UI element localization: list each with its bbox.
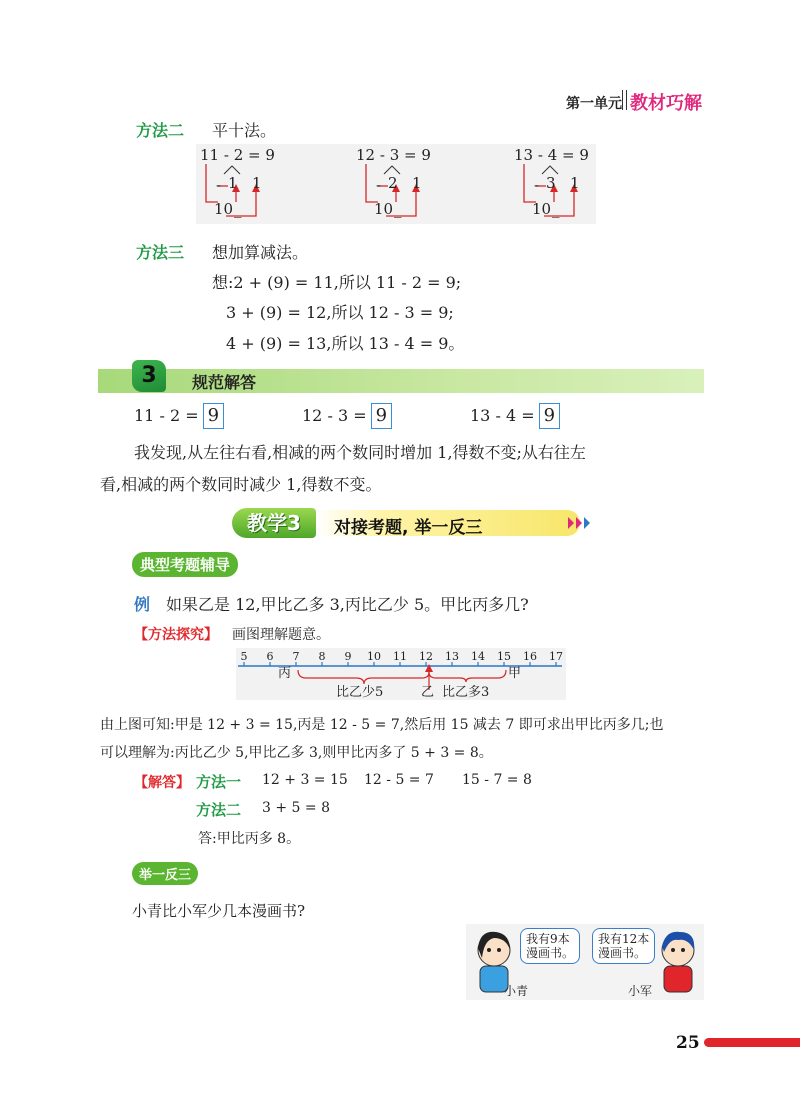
speech-bubble-right [592,928,655,964]
solution-label: 【解答】 [134,775,190,791]
answer-box: 9 [539,403,560,429]
page-number-bar [704,1038,800,1047]
number-line-tick-label: 15 [497,650,511,663]
bubble-line: 漫画书。 [598,946,647,960]
explanation-line: 可以理解为:丙比乙少 5,甲比乙多 3,则甲比丙多了 5 + 3 = 8。 [100,745,493,761]
typical-problem-pill [132,552,238,577]
finding-paragraph-line: 我发现,从左往右看,相减的两个数同时增加 1,得数不变;从右往左 [134,443,586,462]
decomposition-diagram [510,144,640,224]
banner-arrows-icon [568,514,598,532]
method3-line: 想:2 + (9) = 11,所以 11 - 2 = 9; [212,273,462,292]
diagram-ten: 10 [214,200,234,218]
label-bing: 丙 [278,666,292,681]
header-title: 教材巧解 [630,93,702,114]
number-line-tick-label: 9 [344,650,352,663]
diagram-minus: - [534,176,540,194]
diagram-ten: 10 [374,200,394,218]
method-explore-label: 【方法探究】 [134,627,218,643]
number-line-tick-label: 13 [445,650,459,663]
diagram-equation: 13 - 4 = 9 [514,146,589,164]
answer-box: 9 [371,403,392,429]
section-number-badge: 3 [132,360,166,392]
diagram-equation: 12 - 3 = 9 [356,146,431,164]
section-title: 规范解答 [192,373,257,392]
number-line-tick-label: 8 [318,650,326,663]
diagram-split-a: 1 [228,174,238,192]
brace-label-more: 比乙多3 [442,685,490,700]
diagram-split-a: 3 [546,174,556,192]
diagram-ten: 10 [532,200,552,218]
method2-label: 方法二 [136,121,185,140]
answer-equation [470,403,560,429]
explanation-line: 由上图可知:甲是 12 + 3 = 15,丙是 12 - 5 = 7,然后用 15 减去 7 即可求出甲比丙多几;也 [100,717,664,733]
label-jia: 甲 [508,666,522,681]
method2-text: 平十法。 [212,121,277,140]
bubble-line: 我有9本 [526,932,570,946]
solution-method1-label: 方法一 [196,773,242,791]
section-header-bar [98,369,704,393]
practice-question: 小青比小军少几本漫画书? [132,902,306,920]
diagram-blank: _ [552,200,560,218]
solution-step: 3 + 5 = 8 [262,800,330,816]
number-line-tick-label: 11 [393,650,407,663]
answer-equation [302,403,392,429]
diagram-split-b: 1 [252,174,262,192]
method3-label: 方法三 [136,243,185,262]
banner-title: 对接考题, 举一反三 [334,518,483,538]
method3-text: 想加算减法。 [212,243,309,262]
banner-badge: 教学3 [232,508,316,538]
brace-label-less: 比乙少5 [336,685,384,700]
example-text: 如果乙是 12,甲比乙多 3,丙比乙少 5。甲比丙多几? [166,595,529,614]
diagram-split-b: 1 [570,174,580,192]
number-line-tick-label: 14 [471,650,485,663]
diagram-blank: _ [394,200,402,218]
practice-pill-text: 举一反三 [132,862,198,885]
method3-line: 4 + (9) = 13,所以 13 - 4 = 9。 [226,334,465,353]
answer-box: 9 [203,403,224,429]
number-line-tick-label: 7 [292,650,300,663]
header-unit: 第一单元 [566,96,622,112]
method-explore-text: 画图理解题意。 [232,627,330,643]
number-line-tick-label: 12 [419,650,433,663]
decomposition-diagram [352,144,482,224]
method3-line: 3 + (9) = 12,所以 12 - 3 = 9; [226,303,454,322]
children-illustration [466,924,704,1000]
typical-problem-pill-text: 典型考题辅导 [132,552,238,577]
number-line-tick-label: 5 [240,650,248,663]
answer-expr: 12 - 3 = [302,406,367,425]
solution-method2-label: 方法二 [196,801,242,819]
bubble-line: 我有12本 [598,932,650,946]
label-yi: 乙 [421,685,435,700]
finding-paragraph-line: 看,相减的两个数同时减少 1,得数不变。 [100,475,382,494]
answer-expr: 11 - 2 = [134,406,199,425]
number-line-tick-label: 17 [549,650,563,663]
diagram-blank: _ [234,200,242,218]
number-line-tick-label: 10 [367,650,381,663]
diagram-minus: - [376,176,382,194]
name-xiaojun: 小军 [628,984,653,998]
answer-expr: 13 - 4 = [470,406,535,425]
diagram-split-b: 1 [412,174,422,192]
diagram-split-a: 2 [388,174,398,192]
number-line-tick-label: 6 [266,650,274,663]
page-number: 25 [676,1033,700,1053]
diagram-minus: - [216,176,222,194]
answer-statement: 答:甲比丙多 8。 [198,831,301,847]
number-line-tick-label: 16 [523,650,537,663]
decomposition-diagram [196,144,326,224]
solution-step: 12 - 5 = 7 [364,772,434,788]
diagram-equation: 11 - 2 = 9 [200,146,275,164]
solution-step: 12 + 3 = 15 [262,772,348,788]
answer-equation [134,403,224,429]
practice-pill [132,862,198,885]
bubble-line: 漫画书。 [526,946,575,960]
speech-bubble-left [520,928,580,964]
header-separator [622,90,627,110]
name-xiaoqing: 小青 [504,984,529,998]
example-label: 例 [134,595,151,614]
solution-step: 15 - 7 = 8 [462,772,532,788]
